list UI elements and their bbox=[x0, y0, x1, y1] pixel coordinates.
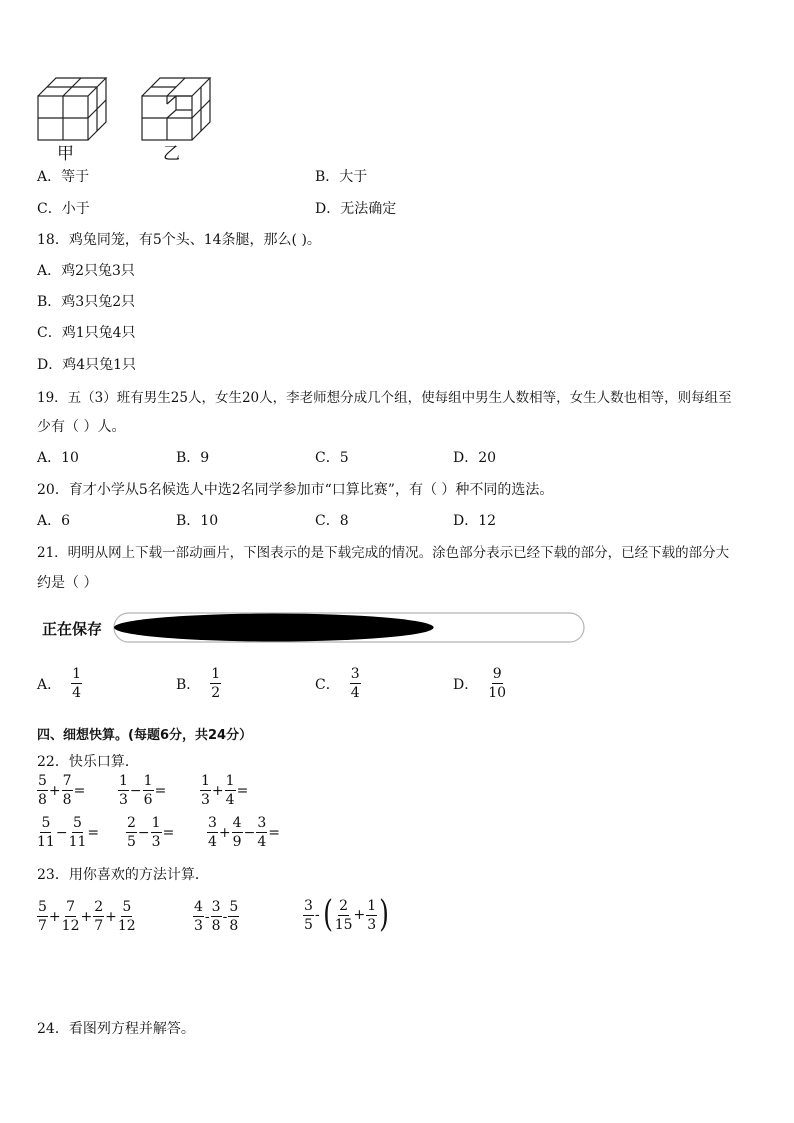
q23-expr-2: $\frac{4}{3}$ - $\frac{3}{8}$ - $\frac{5}{8}$ bbox=[194, 899, 239, 934]
q22-expr-5: $\frac{2}{5}$ − $\frac{1}{3}$ = bbox=[127, 815, 175, 850]
q19-option-c[interactable]: C．5 bbox=[315, 450, 349, 466]
q21-option-b[interactable]: B． $\frac{1}{2}$ bbox=[176, 666, 221, 701]
q22-expr-6: $\frac{3}{4}$ + $\frac{4}{9}$ − $\frac{3}{4}$ = bbox=[208, 815, 280, 850]
q20-stem: 20．育才小学从5名候选人中选2名同学参加市“口算比赛”，有（ ）种不同的选法。 bbox=[37, 482, 554, 498]
q19-stem-line2: 少有（ ）人。 bbox=[37, 419, 126, 435]
figure-label-yi: 乙 bbox=[163, 144, 180, 164]
q22-expr-4: $\frac{5}{11}$ − $\frac{5}{11}$ = bbox=[37, 815, 100, 850]
q18-option-b[interactable]: B．鸡3只兔2只 bbox=[37, 294, 136, 310]
q21-stem-line2: 约是（ ） bbox=[37, 575, 98, 591]
q17-option-a[interactable]: A．等于 bbox=[37, 169, 90, 185]
q19-stem-line1: 19．五（3）班有男生25人，女生20人，李老师想分成几个组，使每组中男生人数相等，女生人数也相等，则每组至 bbox=[37, 390, 732, 406]
progress-label: 正在保存 bbox=[42, 620, 103, 638]
q20-option-d[interactable]: D．12 bbox=[453, 513, 497, 529]
q17-option-d[interactable]: D．无法确定 bbox=[315, 201, 397, 217]
q18-stem: 18．鸡兔同笼，有5个头、14条腿，那么( )。 bbox=[37, 232, 321, 248]
q17-option-c[interactable]: C．小于 bbox=[37, 201, 90, 217]
q24-stem: 24．看图列方程并解答。 bbox=[37, 1021, 195, 1037]
q21-option-d[interactable]: D． $\frac{9}{10}$ bbox=[453, 666, 507, 701]
q20-option-b[interactable]: B．10 bbox=[176, 513, 219, 529]
q20-option-c[interactable]: C．8 bbox=[315, 513, 349, 529]
download-progress-bar bbox=[112, 610, 588, 646]
q17-option-b[interactable]: B．大于 bbox=[315, 169, 368, 185]
q19-option-d[interactable]: D．20 bbox=[453, 450, 497, 466]
q19-option-b[interactable]: B．9 bbox=[176, 450, 210, 466]
q18-option-a[interactable]: A．鸡2只兔3只 bbox=[37, 263, 135, 279]
figure-label-jia: 甲 bbox=[57, 144, 74, 164]
q22-expr-1: $\frac{5}{8}$ + $\frac{7}{8}$ = bbox=[38, 773, 86, 808]
q20-option-a[interactable]: A．6 bbox=[37, 513, 71, 529]
section4-title: 四、细想快算。(每题6分，共24分） bbox=[37, 728, 253, 743]
q21-stem-line1: 21．明明从网上下载一部动画片，下图表示的是下载完成的情况。涂色部分表示已经下载的部分，已经下载的部分大 bbox=[37, 545, 730, 561]
q18-option-d[interactable]: D．鸡4只兔1只 bbox=[37, 357, 137, 373]
q23-stem: 23．用你喜欢的方法计算． bbox=[37, 867, 209, 883]
q23-expr-1: $\frac{5}{7}$ + $\frac{7}{12}$ + $\frac{2}{7}$ + $\frac{5}{12}$ bbox=[38, 899, 136, 934]
q18-option-c[interactable]: C．鸡1只兔4只 bbox=[37, 325, 136, 341]
q19-option-a[interactable]: A．10 bbox=[37, 450, 79, 466]
progress-fill bbox=[114, 614, 434, 642]
q23-expr-3: $\frac{3}{5}$ - ( $\frac{2}{15}$ + $\frac{1}{3}$ ) bbox=[304, 894, 390, 935]
figure-jia bbox=[38, 78, 106, 140]
q22-expr-2: $\frac{1}{3}$ − $\frac{1}{6}$ = bbox=[119, 773, 167, 808]
figure-yi bbox=[142, 78, 210, 140]
q22-stem: 22．快乐口算． bbox=[37, 754, 139, 770]
q21-option-a[interactable]: A． $\frac{1}{4}$ bbox=[37, 666, 82, 701]
q21-option-c[interactable]: C． $\frac{3}{4}$ bbox=[315, 666, 360, 701]
q22-expr-3: $\frac{1}{3}$ + $\frac{1}{4}$ = bbox=[201, 773, 249, 808]
